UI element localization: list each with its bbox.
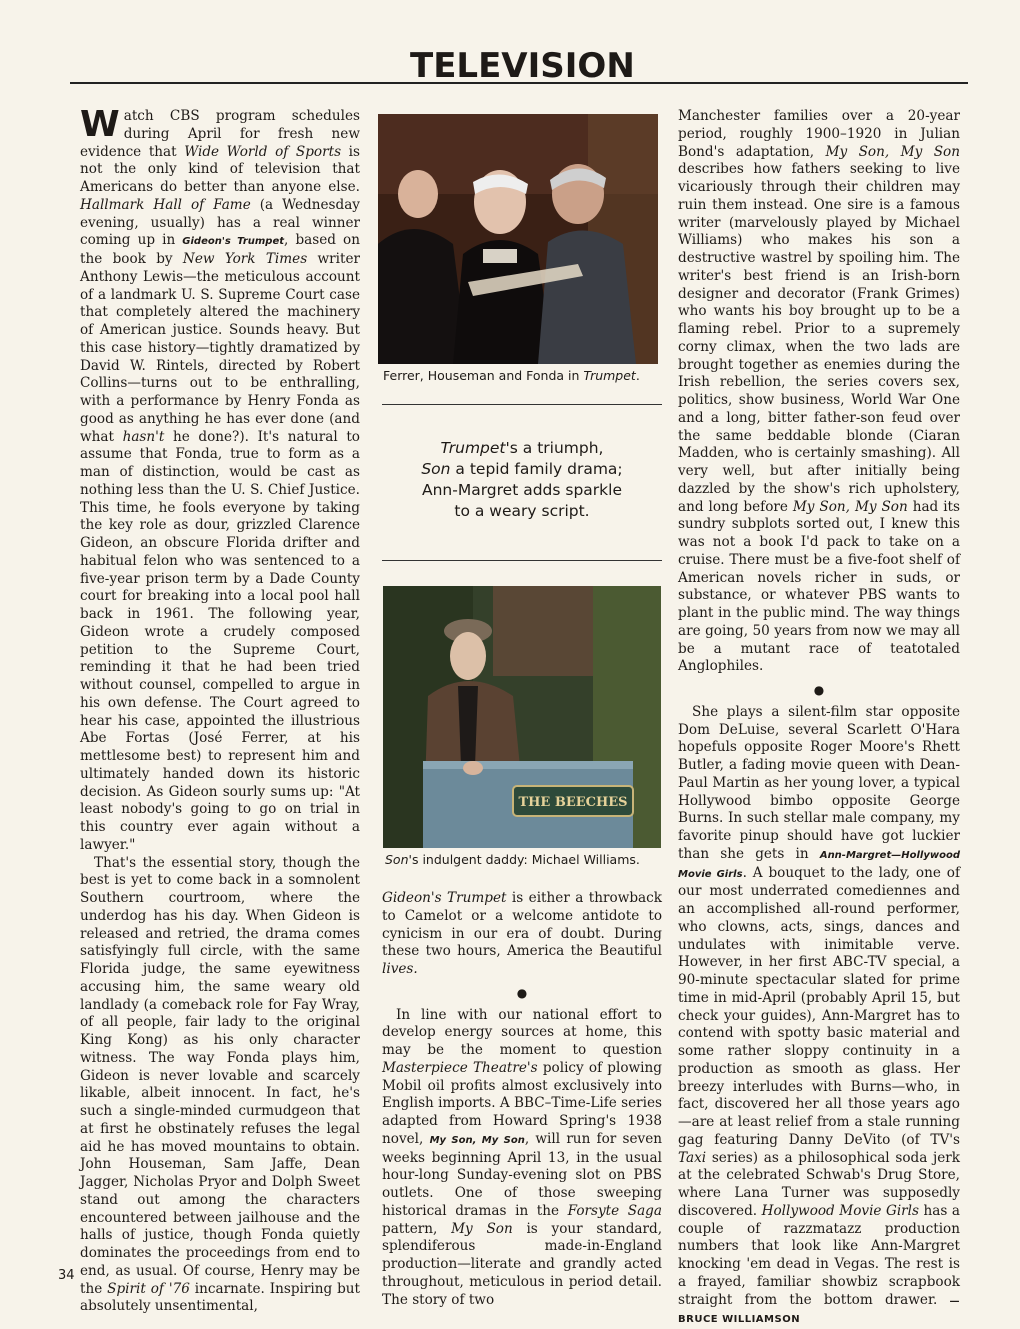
caption-text: 's indulgent daddy: Michael Williams. xyxy=(408,852,640,867)
paragraph xyxy=(382,890,662,979)
caption-text: . xyxy=(635,368,640,383)
text: is your standard, splendiferous made-in-England production—literate and grandly acted throughout, meticulous in period detail. The story of two xyxy=(382,1220,663,1308)
text: had its sundry subplots sorted out, I knew this was not a book I'd pack to take on a cruise. There must be a five-foot shelf of American novels richer in suds, or substance, or whatever PBS wants to plant in the public mind. The way things are going, 50 years from now we may all be a mutant race of teatotaled Anglophiles. xyxy=(678,498,960,675)
text: She plays a silent-film star opposite Dom DeLuise, several Scarlett O'Hara hopefuls opposite Roger Moore's Rhett Butler, a fading movie queen with Dean-Paul Martin as her young lover, a typical Hollywood bimbo opposite George Burns. In such stellar male company, my favorite pinup should have got luckier than she gets in xyxy=(678,703,960,862)
text: he done?). It's natural to assume that Fonda, true to form as a man of distinction, would be cast as nothing less than the U. S. Chief Justice. This time, he fools everyone by taking the key role as dour, grizzled Clarence Gideon, an obscure Florida drifter and habitual felon who was sentenced to a five-year prison term by a Dade County court for breaking into a local pool hall back in 1961. The following year, Gideon wrote a crudely composed petition to the Supreme Court, reminding it that he had been tried without counsel, compelled to argue in his own defense. The Court agreed to hear his case, appointed the illustrious Abe Fortas (José Ferrer, at his mettlesome best) to represent him and ultimately handed down its historic decision. As Gideon sourly sums up: "At least nobody's going to go on trial in this country ever again without a lawyer." xyxy=(80,428,360,853)
article-column-1 xyxy=(80,104,360,1316)
pull-quote-line xyxy=(382,459,662,480)
header-rule xyxy=(70,82,968,84)
caption-italic: Son xyxy=(385,852,409,867)
italic-word: hasn't xyxy=(122,428,165,445)
photo-caption-1 xyxy=(383,368,663,383)
italic-title: Gideon's Trumpet xyxy=(382,890,507,906)
pull-quote-line: to a weary script. xyxy=(454,502,590,520)
italic-title: Wide World of Sports xyxy=(184,143,342,160)
photo-michael-williams xyxy=(383,586,661,848)
drop-cap: W xyxy=(80,104,120,145)
photo-caption-2 xyxy=(385,852,665,867)
section-bullet: ● xyxy=(813,683,825,697)
italic-title: Masterpiece Theatre's xyxy=(382,1059,538,1076)
page-header xyxy=(70,40,970,90)
text: That's the essential story, though the best is yet to come back in a somnolent Southern courtroom, where the underdog has his day. When Gideon is released and retried, the drama comes satisfyingly full circle, with the same Florida judge, the same eyewitness accusing him, the same weary old landlady (a comeback role for Fay Wray, of all people, fair lady to the original King Kong) as his only character witness. The way Fonda plays him, Gideon is never lovable and scarcely likable, albeit innocent. In fact, he's such a single-minded curmudgeon that at first he obstinately refuses the legal aid he has moved mountains to obtain. John Houseman, Sam Jaffe, Dean Jagger, Nicholas Pryor and Dolph Sweet stand out among the characters encountered between jailhouse and the halls of justice, though Fonda quietly dominates the proceedings from end to end, as usual. Of course, Henry may be the xyxy=(80,854,360,1297)
page-number: 34 xyxy=(58,1268,75,1283)
pull-quote-italic: Son xyxy=(421,460,451,478)
text: is either a throwback to Camelot or a welcome antidote to cynicism in our era of doubt. During these two hours, America the Beautiful xyxy=(382,890,662,960)
section-bullet: ● xyxy=(516,985,528,1000)
author-byline: —BRUCE WILLIAMSON xyxy=(678,1295,960,1326)
text: has a couple of razzmatazz production numbers that look like Ann-Margret knocking 'em dead in Vegas. The rest is a frayed, familiar showbiz scrapbook straight from the bottom drawer. xyxy=(678,1202,960,1308)
pull-quote-words: a tepid family drama; xyxy=(450,460,623,478)
photo-ferrer-houseman-fonda xyxy=(378,114,658,364)
text: is not the only kind of television that Americans do better than anyone else. xyxy=(80,143,360,195)
text: writer Anthony Lewis—the meticulous account of a landmark U. S. Supreme Court case that completely altered the machinery of American justice. Sounds heavy. But this case history—tightly dramatized by David W. Rintels, directed by Robert Collins—turns out to be enthralling, with a performance by Henry Fonda as good as anything he has ever done (and what xyxy=(80,251,360,445)
text: describes how fathers seeking to live vicariously through their children may ruin them instead. One sire is a famous writer (marvelously played by Michael Williams) who makes his son a destructive wastrel by spoiling him. The writer's best friend is an Irish-born designer and decorator (Frank Grimes) who wants his boy brought up to be a flaming rebel. Prior to a supremely corny climax, when the two lads are brought together as enemies during the Irish rebellion, the series covers sex, politics, show business, World War One and a long, bitter father-son feud over the same beddable blonde (Ciaran Madden, who is certainly smashing). All very well, but after initially being dazzled by the show's rich upholstery, and long before xyxy=(678,161,960,515)
italic-title: My Son, My Son xyxy=(792,498,908,515)
pull-quote-line: Ann-Margret adds sparkle xyxy=(421,481,622,499)
italic-title: My Son, My Son xyxy=(825,143,960,160)
italic-title: Taxi xyxy=(678,1149,707,1166)
paragraph xyxy=(678,704,960,1329)
text: pattern, xyxy=(382,1220,452,1237)
text: policy of plowing Mobil oil profits almost exclusively into English imports. A BBC–Time-Life series adapted from Howard Spring's 1938 novel, xyxy=(382,1059,662,1147)
italic-title: Hollywood Movie Girls xyxy=(761,1202,920,1219)
text: . A bouquet to the lady, one of our most underrated comediennes and an accomplished all-round performer, who clowns, acts, sings, dances and undulates with inimitable verve. However, in her first ABC-TV special, a 90-minute spectacular slated for prime time in mid-April (probably April 15, but check your guides), Ann-Margret has to contend with spotty basic material and some rather sloppy continuity in a production as smooth as glass. Her breezy interludes with Burns—who, in fact, discovered her all those years ago—are at least relief from a stale running gag featuring Danny DeVito (of TV's xyxy=(678,864,961,1148)
paragraph xyxy=(80,104,360,855)
paragraph xyxy=(80,855,360,1317)
italic-title: My Son xyxy=(451,1220,513,1237)
pull-quote-line xyxy=(382,438,662,459)
paragraph xyxy=(382,1007,662,1310)
italic-word: lives. xyxy=(382,961,418,977)
italic-title: Spirit of '76 xyxy=(107,1280,190,1297)
pull-quote-top-rule xyxy=(382,404,662,405)
text: incarnate. Inspiring but absolutely unsentimental, xyxy=(80,1280,360,1315)
text: , based on the book by xyxy=(80,232,360,267)
article-column-2 xyxy=(382,890,662,1309)
article-column-3 xyxy=(678,108,960,1329)
text: , will run for seven weeks beginning April 13, in the usual hour-long Sunday-evening slot on PBS outlets. One of those sweeping historical dramas in the xyxy=(382,1130,662,1219)
pull-quote xyxy=(382,404,662,562)
caption-text: Ferrer, Houseman and Fonda in xyxy=(383,368,584,383)
text: atch CBS program schedules during April for fresh new evidence that xyxy=(80,108,360,160)
caption-italic: Trumpet xyxy=(583,368,636,383)
program-title: Ann-Margret—Hollywood Movie Girls xyxy=(678,849,960,880)
pull-quote-text xyxy=(382,438,662,522)
pull-quote-words: 's a triumph, xyxy=(505,439,604,457)
text: In line with our national effort to develop energy sources at home, this may be the moment to question xyxy=(382,1006,662,1058)
photo-illustration xyxy=(378,114,658,364)
text: (a Wednesday evening, usually) has a real winner coming up in xyxy=(80,196,360,249)
pull-quote-bottom-rule xyxy=(382,560,662,561)
italic-title: Forsyte Saga xyxy=(567,1202,662,1219)
text: series) as a philosophical soda jerk at the celebrated Schwab's Drug Store, where Lana Turner was supposedly discovered. xyxy=(678,1149,960,1219)
italic-title: New York Times xyxy=(182,251,308,267)
photo-illustration xyxy=(383,586,661,848)
pull-quote-italic: Trumpet xyxy=(440,439,506,457)
program-title: My Son, My Son xyxy=(429,1134,525,1146)
text: Manchester families over a 20-year period, roughly 1900–1920 in Julian Bond's adaptation, xyxy=(678,108,960,160)
sign-text: THE BEECHES xyxy=(518,795,628,810)
italic-title: Hallmark Hall of Fame xyxy=(80,196,251,213)
paragraph xyxy=(678,108,960,676)
section-title: TELEVISION xyxy=(410,46,635,86)
program-title: Gideon's Trumpet xyxy=(182,236,285,248)
